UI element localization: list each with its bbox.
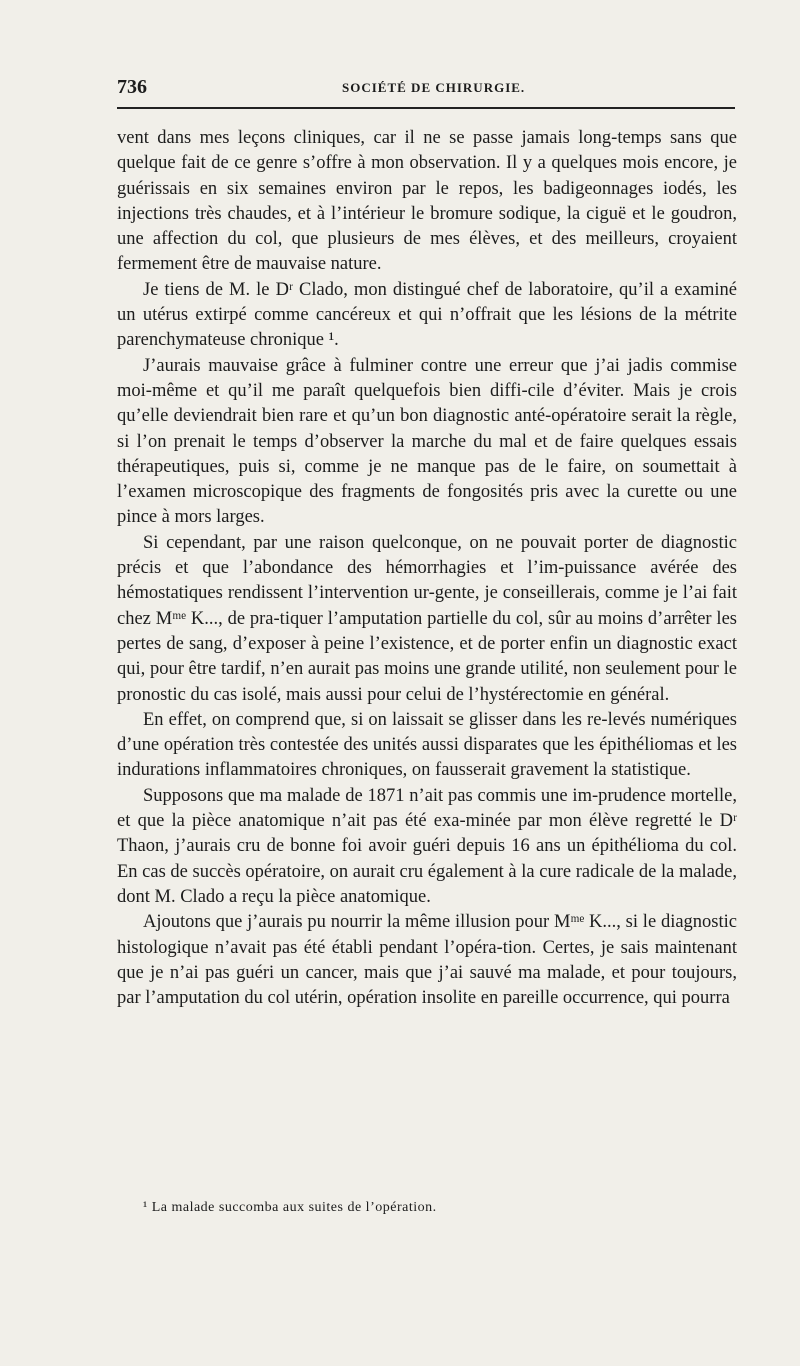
paragraph: Supposons que ma malade de 1871 n’ait pas commis une im-prudence mortelle, et que la pièce anatomique n’ait pas été exa-minée par mon élève regretté le Dʳ Thaon, j’aurais cru de bonne foi avoir guéri depuis 16 ans un épithélioma du col. En cas de succès opératoire, on aurait cru également à la cure radicale de la malade, dont M. Clado a reçu la pièce anatomique. bbox=[117, 785, 737, 907]
paragraph: Si cependant, par une raison quelconque, on ne pouvait porter de diagnostic précis et que l’abondance des hémorrhagies et l’im-puissance avérée des hémostatiques rendissent l’intervention ur-gente, je conseillerais, comme je l’ai fait chez Mᵐᵉ K..., de pra-tiquer l’amputation partielle du col, sûr au moins d’arrêter les pertes de sang, d’exposer à peine l’existence, et de porter enfin un diagnostic exact qui, pour être tardif, n’en aurait pas moins une grande utilité, non seulement pour le pronostic du cas isolé, mais aussi pour celui de l’hystérectomie en général. bbox=[117, 532, 737, 705]
page-header bbox=[117, 74, 735, 100]
body-text bbox=[117, 126, 737, 1011]
page-number: 736 bbox=[117, 76, 147, 98]
paragraph: Je tiens de M. le Dʳ Clado, mon distingué chef de laboratoire, qu’il a examiné un utérus extirpé comme cancéreux et qui n’offrait que les lésions de la métrite parenchymateuse chronique ¹. bbox=[117, 279, 737, 351]
paragraph: vent dans mes leçons cliniques, car il ne se passe jamais long-temps sans que quelque fait de ce genre s’offre à mon observation. Il y a quelques mois encore, je guérissais en six semaines environ par le repos, les badigeonnages iodés, les injections très chaudes, et à l’intérieur le bromure sodique, la ciguë et le goudron, une affection du col, que plusieurs de mes élèves, et des meilleurs, croyaient fermement être de mauvaise nature. bbox=[117, 128, 737, 275]
footnote: ¹ La malade succomba aux suites de l’opération. bbox=[143, 1200, 437, 1215]
paragraph: Ajoutons que j’aurais pu nourrir la même illusion pour Mᵐᵉ K..., si le diagnostic histologique n’avait pas été établi pendant l’opéra-tion. Certes, je sais maintenant que je n’ai pas guéri un cancer, mais que j’ai sauvé ma malade, et pour toujours, par l’amputation du col utérin, opération insolite en pareille occurrence, qui pourra bbox=[117, 912, 737, 1009]
running-title: SOCIÉTÉ DE CHIRURGIE. bbox=[342, 80, 526, 95]
paragraph: J’aurais mauvaise grâce à fulminer contre une erreur que j’ai jadis commise moi-même et qu’il me paraît quelquefois bien diffi-cile d’éviter. Mais je crois qu’elle deviendrait bien rare et qu’un bon diagnostic anté-opératoire serait la règle, si l’on prenait le temps d’observer la marche du mal et de faire quelques essais thérapeutiques, puis si, comme je ne manque pas de le faire, on soumettait à l’examen microscopique des fragments de fongosités pris avec la curette ou une pince à mors larges. bbox=[117, 355, 737, 528]
paragraph: En effet, on comprend que, si on laissait se glisser dans les re-levés numériques d’une opération très contestée des unités aussi disparates que les épithéliomas et les indurations inflammatoires chroniques, on fausserait gravement la statistique. bbox=[117, 709, 737, 781]
header-rule bbox=[117, 107, 735, 109]
